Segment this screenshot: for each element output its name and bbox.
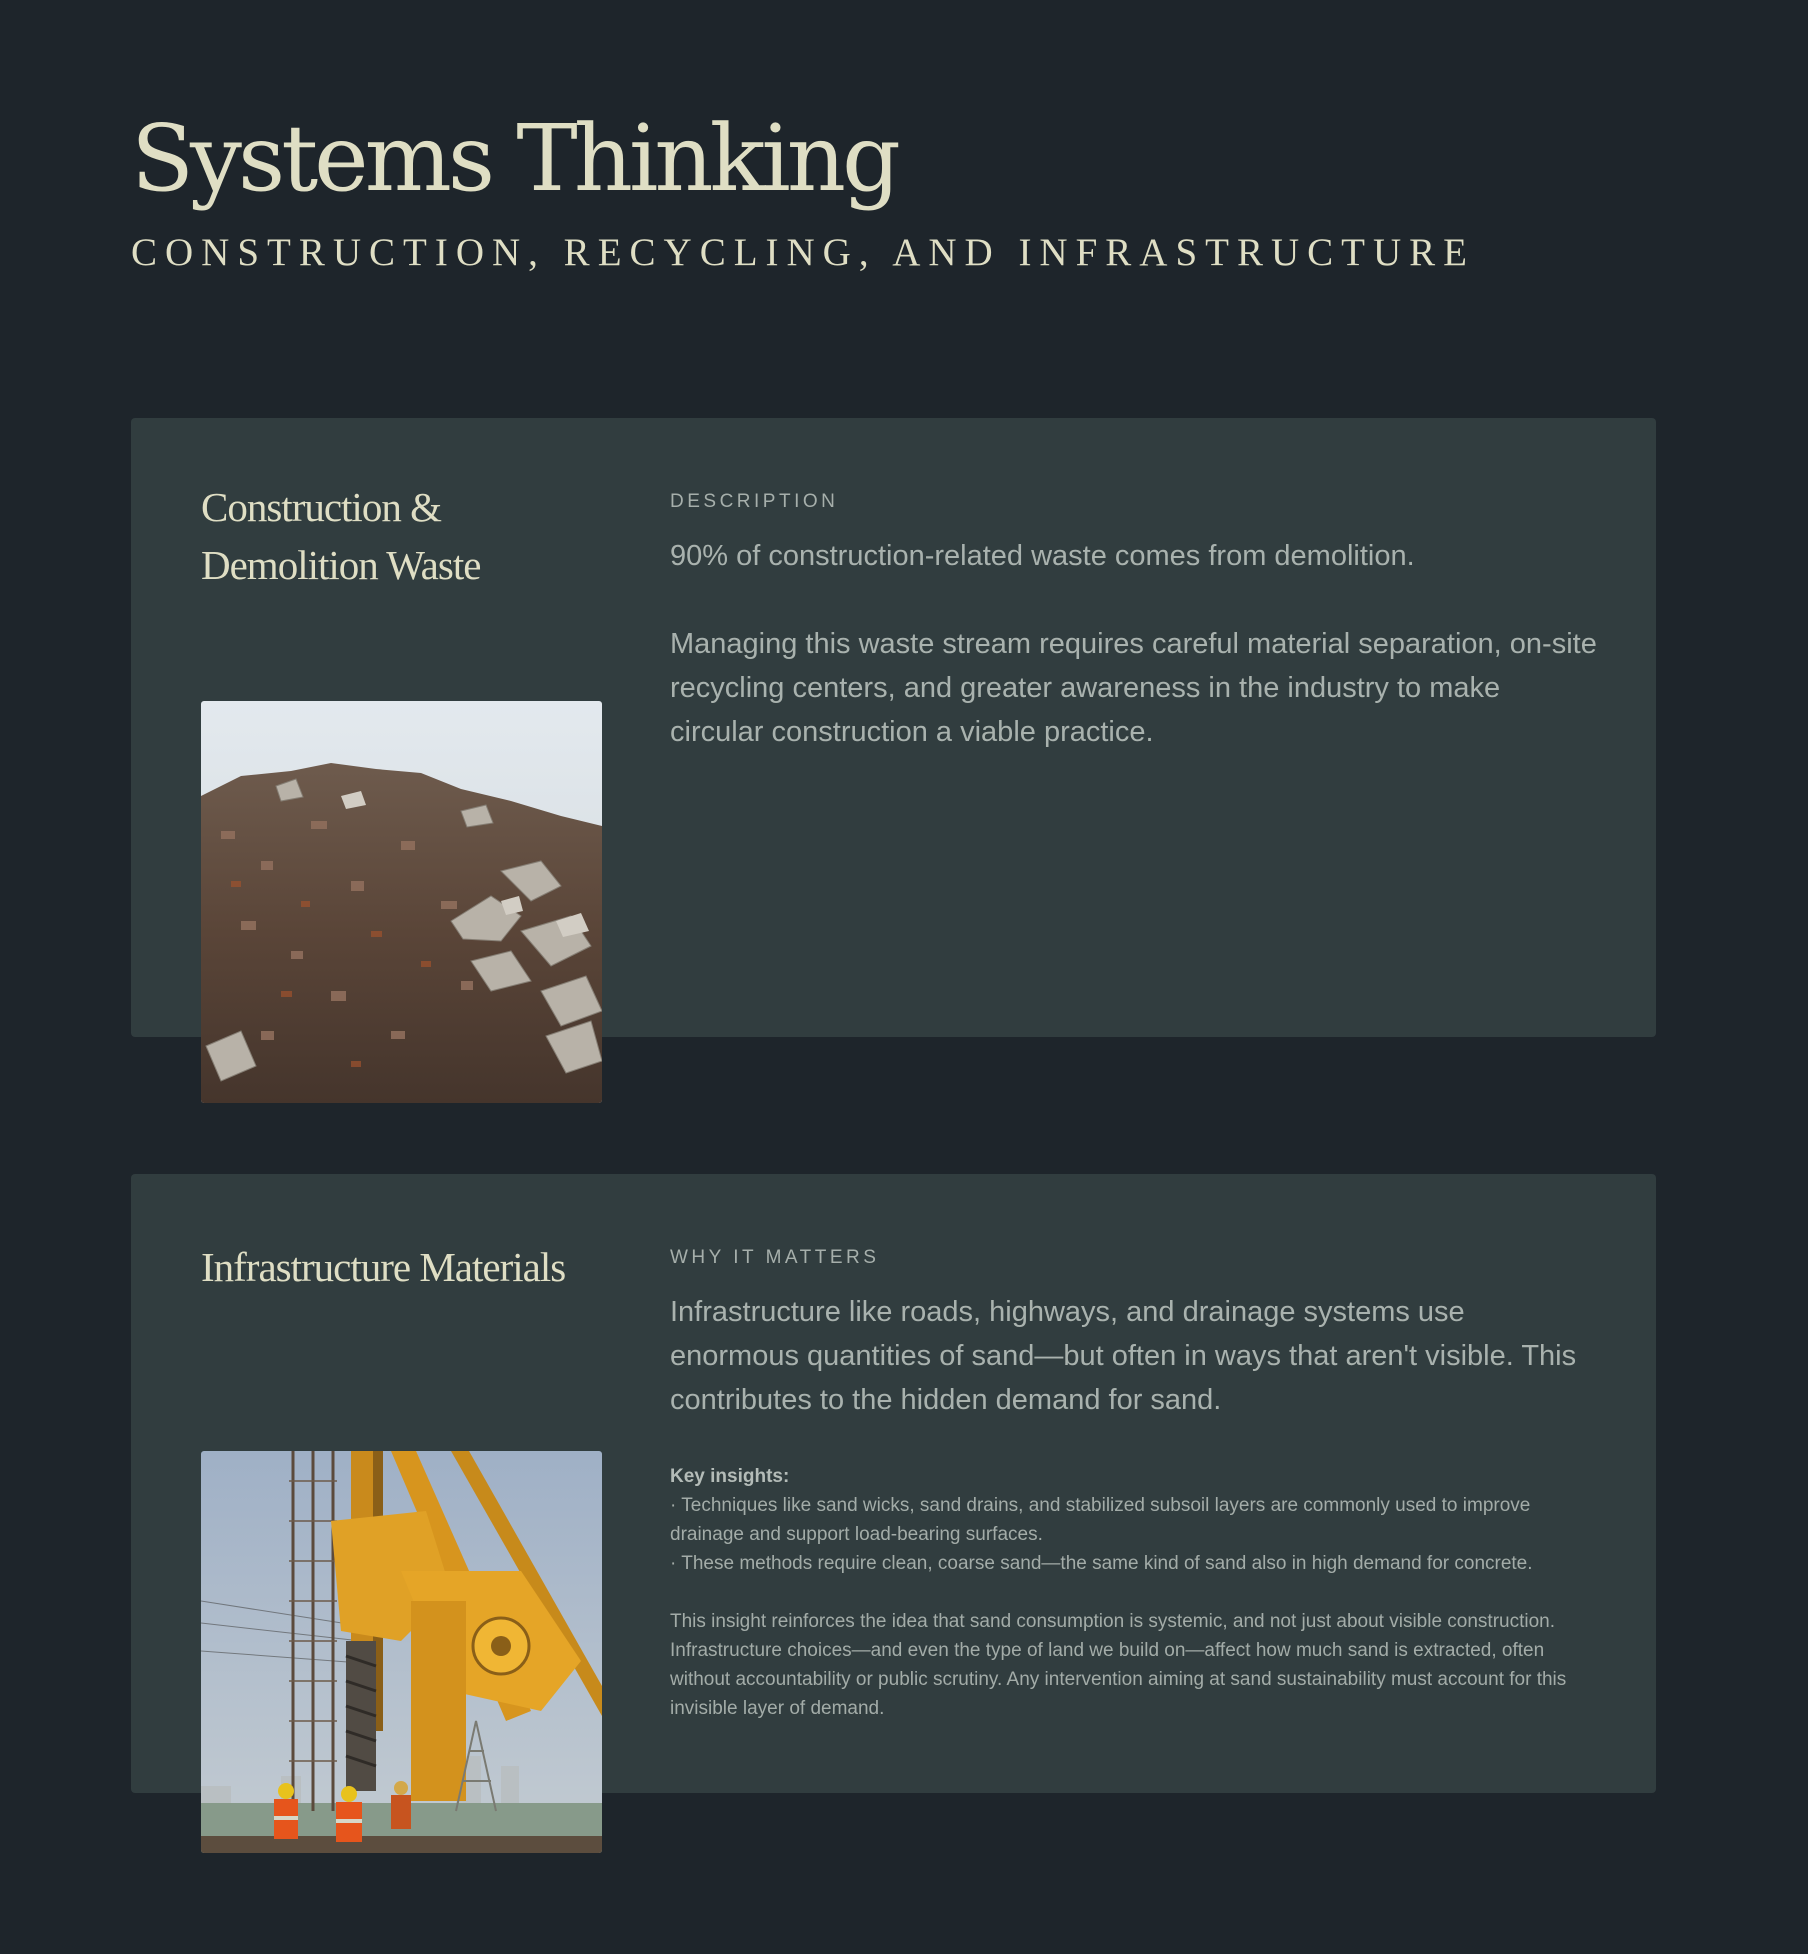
closing-paragraph: This insight reinforces the idea that sand consumption is systemic, and not just about visible construction. Infrastructure choices—and even the type of land we build on—affect how much sand is extracted, often without accountability or public scrutiny. Any intervention aiming at sand sustainability must account for this invisible layer of demand. — [670, 1611, 1567, 1719]
section-card-demolition-waste — [131, 418, 1656, 1037]
section-lead: Infrastructure like roads, highways, and drainage systems use enormous quantities of sand—but often in ways that aren't visible. This contributes to the hidden demand for sand. — [670, 1296, 1577, 1416]
drilling-rig-photo — [201, 1451, 602, 1853]
section-title-line: Demolition Waste — [201, 542, 481, 588]
rubble-pile-photo — [201, 701, 602, 1103]
page-subtitle: CONSTRUCTION, RECYCLING, AND INFRASTRUCTURE — [131, 231, 1475, 274]
section-label: DESCRIPTION — [670, 491, 839, 512]
section-content — [670, 490, 1600, 754]
section-content — [670, 1246, 1600, 1723]
section-label: WHY IT MATTERS — [670, 1247, 880, 1268]
insight-item: · These methods require clean, coarse sand—the same kind of sand also in high demand for concrete. — [670, 1553, 1533, 1574]
section-title-line: Construction & — [201, 484, 441, 530]
insight-item: · Techniques like sand wicks, sand drains, and stabilized subsoil layers are commonly used to improve drainage and support load-bearing surfaces. — [670, 1495, 1531, 1545]
key-insights-heading: Key insights: — [670, 1466, 790, 1487]
page-title: Systems Thinking — [131, 105, 897, 212]
section-title — [201, 478, 480, 594]
section-body: Managing this waste stream requires careful material separation, on-site recycling centers, and greater awareness in the industry to make circular construction a viable practice. — [670, 628, 1597, 748]
key-insights — [670, 1462, 1600, 1578]
section-card-infrastructure — [131, 1174, 1656, 1793]
section-title: Infrastructure Materials — [201, 1244, 566, 1290]
section-lead: 90% of construction-related waste comes from demolition. — [670, 540, 1415, 572]
